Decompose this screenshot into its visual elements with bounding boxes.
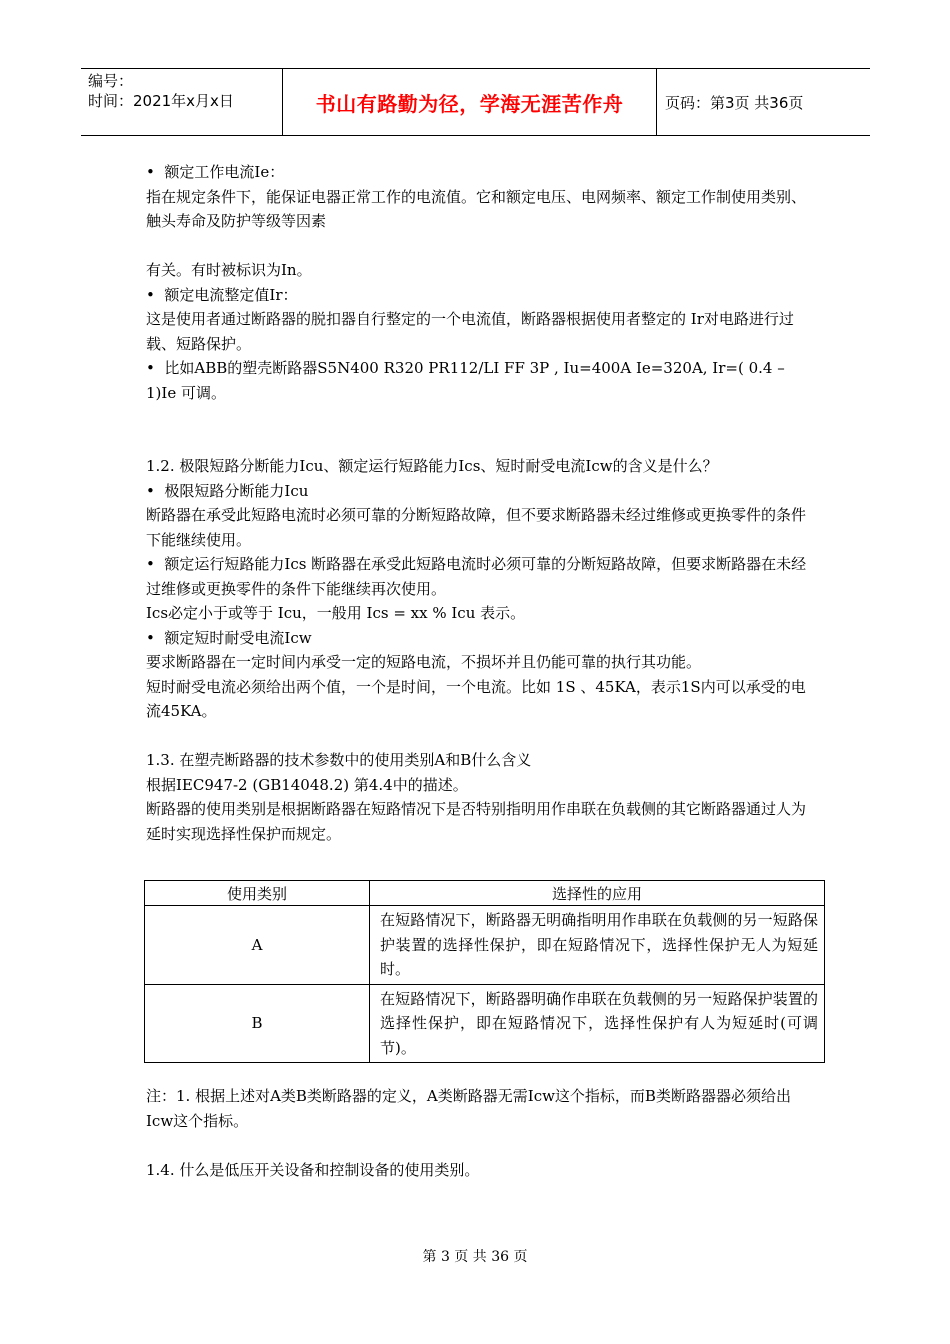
paragraph: 这是使用者通过断路器的脱扣器自行整定的一个电流值，断路器根据使用者整定的 Ir对电路进行过载、短路保护。 bbox=[146, 310, 794, 353]
table-cell-application: 在短路情况下，断路器明确作串联在负载侧的另一短路保护装置的选择性保护，即在短路情况下，选择性保护有人为短延时(可调节)。 bbox=[370, 984, 825, 1063]
table-row bbox=[145, 906, 825, 985]
paragraph: 指在规定条件下，能保证电器正常工作的电流值。它和额定电压、电网频率、额定工作制使用类别、触头寿命及防护等级等因素 bbox=[146, 187, 807, 230]
section-heading-1-3: 1.3. 在塑壳断路器的技术参数中的使用类别A和B什么含义 bbox=[146, 751, 532, 769]
table-header-row bbox=[145, 881, 825, 906]
document-body-continued bbox=[146, 1084, 816, 1182]
bullet-ics: • 额定运行短路能力Ics 断路器在承受此短路电流时必须可靠的分断短路故障，但要求断路器在未经过维修或更换零件的条件下能继续再次使用。 bbox=[146, 552, 816, 601]
table-row bbox=[145, 984, 825, 1063]
document-body bbox=[146, 160, 816, 846]
table-cell-category: A bbox=[145, 906, 370, 985]
paragraph: 要求断路器在一定时间内承受一定的短路电流，不损坏并且仍能可靠的执行其功能。 bbox=[146, 653, 702, 671]
paragraph: 短时耐受电流必须给出两个值，一个是时间，一个电流。比如 1S 、45KA，表示1S内可以承受的电流45KA。 bbox=[146, 677, 806, 720]
header-motto: 书山有路勤为径，学海无涯苦作舟 bbox=[283, 69, 657, 135]
bullet-icw: • 额定短时耐受电流Icw bbox=[146, 626, 816, 651]
table-header-cell: 选择性的应用 bbox=[370, 881, 825, 906]
bullet-example: • 比如ABB的塑壳断路器S5N400 R320 PR112/LI FF 3P , Iu=400A Ie=320A, Ir=( 0.4 – 1)Ie 可调。 bbox=[146, 356, 816, 405]
page-header bbox=[81, 68, 870, 136]
bullet-icu: • 极限短路分断能力Icu bbox=[146, 479, 816, 504]
bullet-rated-current: • 额定工作电流Ie： bbox=[146, 160, 816, 185]
header-meta bbox=[81, 69, 283, 135]
table-cell-category: B bbox=[145, 984, 370, 1063]
table-cell-application: 在短路情况下，断路器无明确指明用作串联在负载侧的另一短路保护装置的选择性保护，即在短路情况下，选择性保护无人为短延时。 bbox=[370, 906, 825, 985]
paragraph: 有关。有时被标识为In。 bbox=[146, 261, 312, 279]
number-label: 编号： bbox=[88, 72, 134, 90]
paragraph: 断路器的使用类别是根据断路器在短路情况下是否特别指明用作串联在负载侧的其它断路器通过人为延时实现选择性保护而规定。 bbox=[146, 800, 807, 843]
paragraph: 断路器在承受此短路电流时必须可靠的分断短路故障，但不要求断路器未经过维修或更换零件的条件下能继续使用。 bbox=[146, 506, 807, 549]
date-label: 时间：2021年x月x日 bbox=[88, 92, 234, 110]
bullet-setting-current: • 额定电流整定值Ir： bbox=[146, 283, 816, 308]
paragraph: 根据IEC947-2 (GB14048.2) 第4.4中的描述。 bbox=[146, 775, 468, 794]
table-header-cell: 使用类别 bbox=[145, 881, 370, 906]
note-paragraph: 注：1. 根据上述对A类B类断路器的定义，A类断路器无需Icw这个指标，而B类断路器器必须给出Icw这个指标。 bbox=[146, 1087, 791, 1130]
header-page-label: 页码：第3页 共36页 bbox=[665, 93, 804, 112]
utilization-category-table bbox=[144, 880, 825, 1063]
section-heading-1-4: 1.4. 什么是低压开关设备和控制设备的使用类别。 bbox=[146, 1160, 480, 1179]
page-footer: 第 3 页 共 36 页 bbox=[422, 1249, 528, 1265]
section-heading-1-2: 1.2. 极限短路分断能力Icu、额定运行短路能力Ics、短时耐受电流Icw的含义是什么？ bbox=[146, 457, 718, 475]
paragraph: Ics必定小于或等于 Icu，一般用 Ics = xx % Icu 表示。 bbox=[146, 604, 526, 622]
